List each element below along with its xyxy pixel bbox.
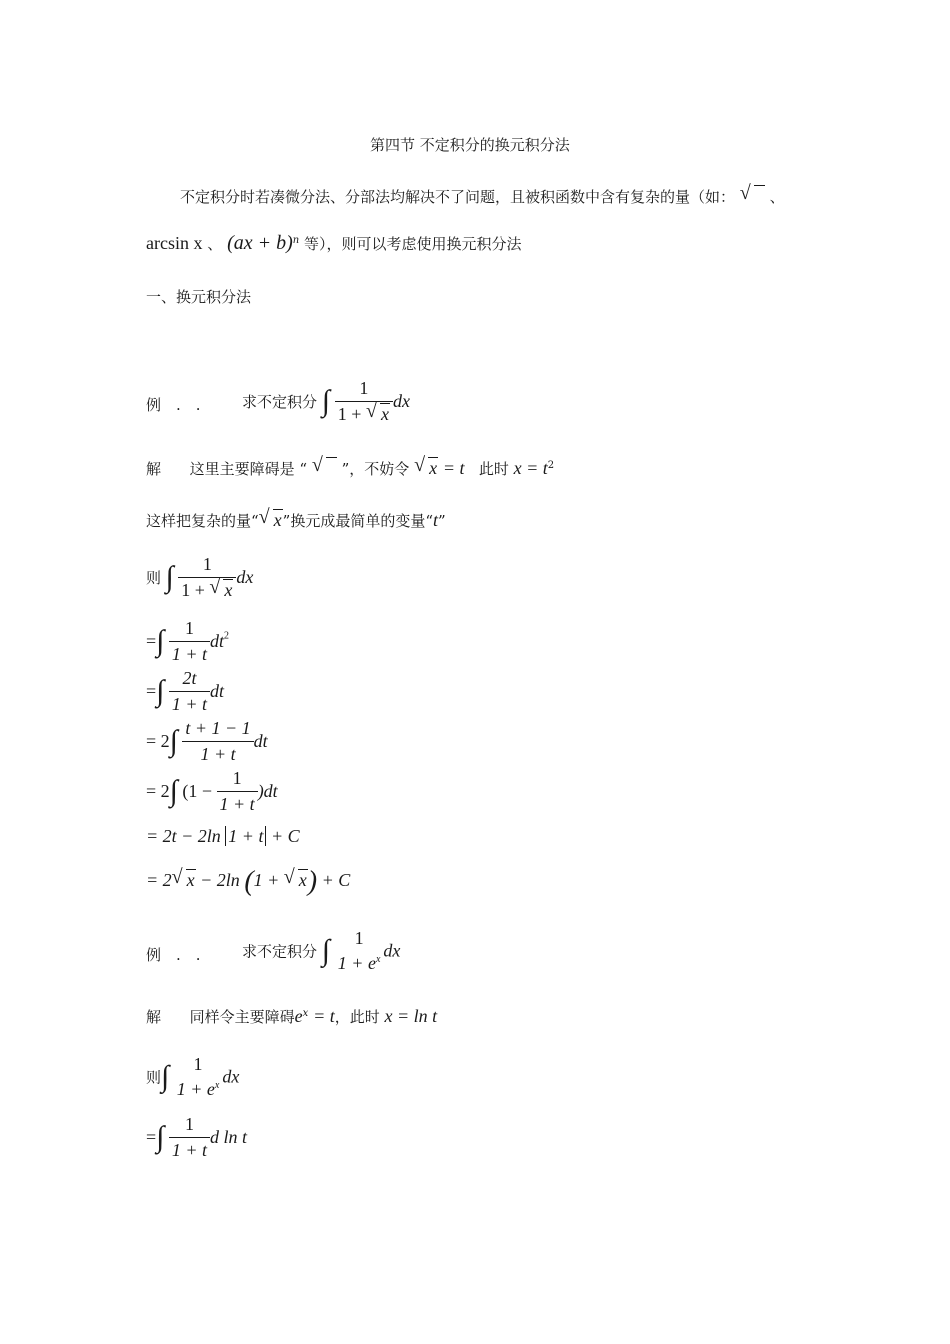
integral-sign: ∫	[165, 560, 174, 594]
fraction	[169, 668, 210, 715]
example-1-text: 求不定积分	[242, 393, 318, 411]
paren-open: (1 −	[182, 781, 213, 801]
page-title: 第四节 不定积分的换元积分法	[370, 136, 570, 154]
denominator: $1 + e^x$	[176, 1079, 220, 1099]
example-2	[242, 928, 400, 974]
power: x	[302, 1008, 309, 1019]
replace-text-1: 这样把复杂的量“	[146, 512, 259, 530]
fraction	[169, 618, 210, 665]
step-0	[146, 554, 253, 601]
section-heading: 一、换元积分法	[146, 288, 252, 306]
denominator: 1 + t	[171, 644, 208, 664]
sqrt-symbol: √	[740, 186, 765, 207]
example-1	[242, 378, 410, 425]
numerator: t + 1 − 1	[182, 718, 253, 742]
log-term: − 2ln	[200, 870, 240, 891]
denominator: 1 + t	[200, 744, 236, 764]
sqrt-symbol: √	[312, 458, 337, 479]
integral-sign: ∫	[156, 1120, 165, 1154]
solution-1-text-1: 这里主要障碍是 “	[189, 460, 308, 478]
sqrt-x: √ x	[283, 866, 307, 891]
differential: dx	[392, 391, 410, 411]
power: 2	[547, 460, 555, 471]
example-1-label: 例 . .	[146, 396, 201, 414]
substitution-eq: = t	[442, 458, 465, 478]
denominator: 1 + t	[171, 1140, 208, 1160]
integral-sign: ∫	[156, 674, 165, 708]
step-2	[146, 668, 224, 715]
replace-text-2: ”换元成最简单的变量“	[282, 512, 434, 530]
then-label: 则	[146, 571, 162, 587]
coef: = 2	[146, 870, 172, 891]
fraction	[169, 1114, 210, 1161]
step-3	[146, 718, 268, 765]
solution-2-text-1: 同样令主要障碍	[189, 1008, 295, 1026]
example-2-text: 求不定积分	[242, 942, 318, 961]
fraction	[174, 1054, 223, 1100]
fraction	[182, 718, 253, 765]
variable-t: t	[433, 510, 439, 530]
replace-line	[146, 506, 446, 531]
constant: + C	[321, 870, 351, 891]
denominator: 1 + t	[219, 794, 255, 814]
solution-1-label: 解	[146, 460, 162, 478]
axb-expr: (ax + b)	[227, 232, 293, 254]
sqrt-x: √ x	[258, 506, 282, 530]
intro-sep-1: 、	[769, 188, 785, 206]
step-2-1	[146, 1114, 247, 1161]
x-equals-ln-t: x = ln t	[384, 1006, 438, 1026]
constant: + C	[270, 826, 300, 846]
inner-pre: 1 +	[253, 870, 280, 891]
equals: =	[146, 681, 157, 701]
solution-2	[146, 1006, 437, 1027]
solution-1-text-2: ”，不妨令	[341, 460, 410, 478]
numerator: 1	[193, 1054, 203, 1074]
power: 2	[224, 630, 230, 642]
step-4	[146, 768, 278, 815]
axb-power: n	[292, 235, 300, 246]
sqrt-x: √ x	[414, 454, 438, 478]
differential: dt	[253, 731, 268, 751]
equals: =	[146, 631, 157, 651]
example-2-label: 例 . .	[146, 946, 201, 964]
differential: dx	[222, 1066, 240, 1087]
fraction	[335, 378, 393, 425]
solution-1	[146, 454, 555, 479]
step-6	[146, 868, 350, 896]
denominator: 1 + √ x	[337, 400, 389, 424]
solution-2-text-2: ，此时	[334, 1008, 380, 1026]
solution-2-label: 解	[146, 1008, 162, 1026]
substitution-eq: = t	[313, 1006, 335, 1026]
integral-sign: ∫	[321, 934, 331, 967]
numerator: 1	[169, 618, 210, 642]
equals: =	[146, 1127, 157, 1147]
numerator: 1	[178, 554, 236, 578]
numerator: 1	[354, 928, 364, 948]
paren-close: )	[307, 866, 318, 897]
differential: dt	[210, 681, 225, 701]
integral-sign: ∫	[161, 1060, 170, 1093]
fraction	[217, 768, 258, 815]
differential: dt	[210, 631, 225, 651]
solution-1-text-3: 此时	[478, 460, 509, 478]
integral-sign: ∫	[169, 724, 178, 758]
sqrt-x: √ x	[171, 866, 195, 891]
fraction	[335, 928, 384, 974]
intro-line-2	[146, 232, 522, 255]
step-1	[146, 618, 229, 665]
differential: dx	[383, 940, 401, 961]
expr: = 2t − 2ln	[146, 826, 221, 846]
intro-text-2: 等），则可以考虑使用换元积分法	[304, 235, 522, 253]
paren-open: (	[244, 866, 254, 897]
numerator: 1	[217, 768, 258, 792]
numerator: 1	[335, 378, 393, 402]
intro-line-1	[180, 182, 785, 207]
integral-sign: ∫	[321, 384, 331, 418]
denominator: $1 + e^x$	[337, 953, 381, 973]
numerator: 2t	[169, 668, 210, 692]
numerator: 1	[169, 1114, 210, 1138]
arcsin-expr: arcsin x	[146, 233, 203, 253]
integral-sign: ∫	[156, 624, 165, 658]
step-5	[146, 826, 300, 847]
fraction	[178, 554, 236, 601]
intro-sep-2: 、	[207, 235, 223, 253]
differential: dx	[236, 567, 254, 587]
differential: d ln t	[210, 1127, 248, 1147]
absolute-value: 1 + t	[225, 826, 266, 846]
step-2-0	[146, 1054, 239, 1100]
x-equals-t: x = t	[513, 458, 548, 478]
replace-text-3: ”	[438, 512, 446, 530]
e-symbol: e	[294, 1006, 303, 1026]
intro-text-1: 不定积分时若凑微分法、分部法均解决不了问题，且被积函数中含有复杂的量（如：	[180, 188, 736, 206]
denominator: 1 + t	[171, 694, 208, 714]
denominator: 1 + √ x	[181, 576, 233, 600]
equals: = 2	[146, 781, 170, 801]
paren-close: )dt	[257, 781, 278, 801]
then-label: 则	[146, 1070, 162, 1087]
equals: = 2	[146, 731, 170, 751]
integral-sign: ∫	[169, 774, 178, 808]
